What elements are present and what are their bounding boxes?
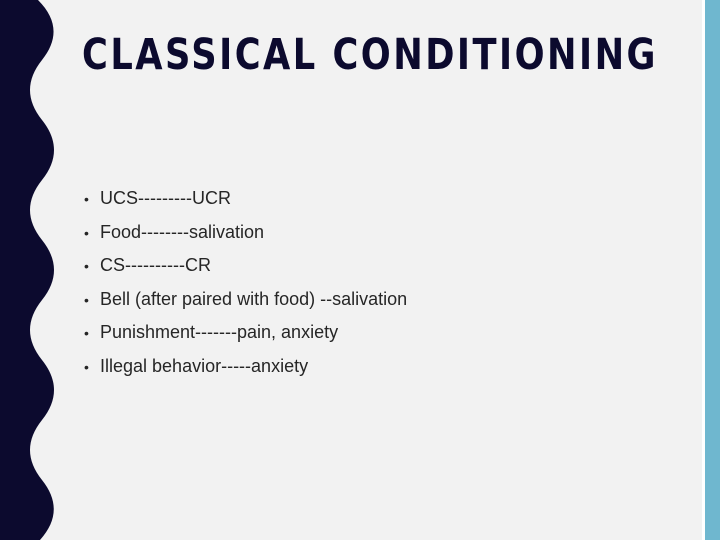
list-item [84, 253, 407, 287]
slide-title: CLASSICAL CONDITIONING [82, 30, 658, 80]
bullet-dot-icon: • [84, 224, 89, 241]
bullet-text: Punishment-------pain, anxiety [100, 322, 339, 343]
list-item [84, 220, 407, 254]
bullet-dot-icon: • [84, 258, 89, 275]
bullet-list [84, 186, 407, 388]
wavy-left-band [0, 0, 60, 540]
bullet-text: Bell (after paired with food) --salivation [100, 288, 408, 309]
bullet-text: UCS---------UCR [100, 188, 231, 208]
list-item [84, 320, 407, 354]
bullet-text: CS----------CR [100, 255, 211, 276]
bullet-dot-icon: • [84, 325, 89, 342]
bullet-text: Food--------salivation [100, 221, 265, 242]
bullet-dot-icon: • [84, 191, 89, 207]
list-item [84, 354, 407, 388]
bullet-dot-icon: • [84, 358, 89, 375]
bullet-dot-icon: • [84, 291, 89, 308]
bullet-text: Illegal behavior-----anxiety [100, 355, 309, 376]
list-item [84, 186, 407, 220]
accent-bar [705, 0, 720, 540]
list-item [84, 287, 407, 321]
